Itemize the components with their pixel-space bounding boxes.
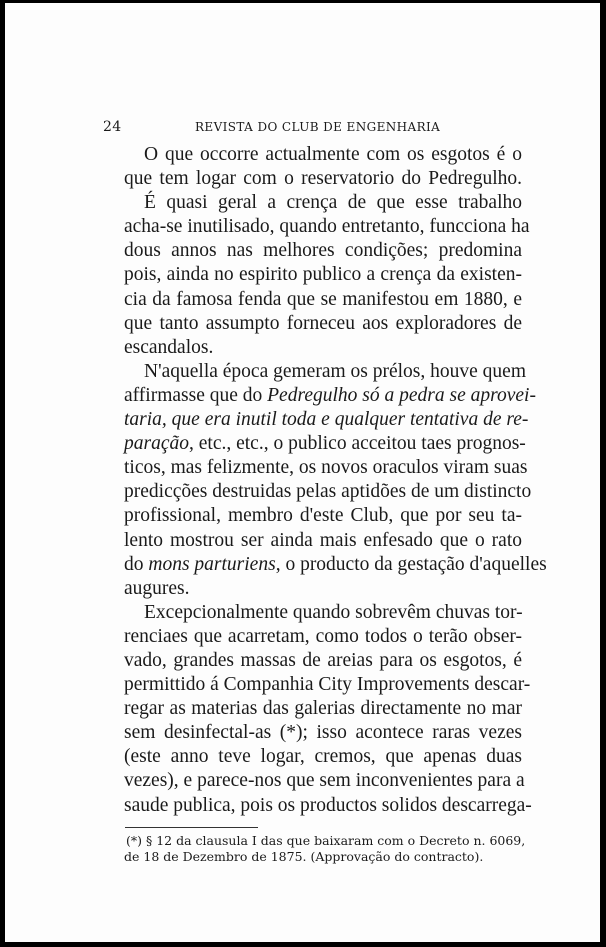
- footnote-line: (*) § 12 da clausula I das que baixaram com o Decreto n. 6069,: [126, 833, 526, 848]
- body-line: O que occorre actualmente com os esgotos é o: [144, 144, 522, 165]
- body-text: [124, 143, 547, 818]
- body-line: sem desinfectal-as (*); isso acontece raras vezes: [124, 722, 522, 744]
- footnote: [124, 833, 526, 864]
- body-line: augures.: [124, 577, 190, 599]
- body-line: N'aquella época gemeram os prélos, houve quem: [144, 360, 527, 382]
- footnote-rule: [125, 827, 258, 828]
- body-line: escandalos.: [124, 336, 214, 358]
- body-line: affirmasse que do Pedregulho só a pedra se aprovei-: [124, 384, 536, 406]
- body-line: renciaes que acarretam, como todos o terão obser-: [124, 625, 522, 647]
- page-header: [103, 119, 523, 139]
- body-line: lento mostrou ser ainda mais enfesado que o rato: [124, 529, 522, 551]
- page-number: 24: [103, 119, 122, 135]
- body-line: taria, que era inutil toda e qualquer tentativa de re-: [124, 409, 529, 431]
- body-line: vezes), e parece-nos que sem inconvenientes para a: [124, 770, 525, 792]
- body-line: permittido á Companhia City Improvements descar-: [124, 674, 531, 696]
- footnote-line: de 18 de Dezembro de 1875. (Approvação do contracto).: [124, 848, 484, 864]
- body-line: saude publica, pois os productos solidos descarrega-: [124, 794, 532, 816]
- body-line: paração, etc., etc., o publico acceitou taes prognos-: [124, 433, 526, 455]
- body-line: acha-se inutilisado, quando entretanto, funcciona ha: [124, 216, 530, 238]
- body-line: predicções destruidas pelas aptidões de um distincto: [124, 481, 532, 503]
- body-line: que tanto assumpto forneceu aos exploradores de: [124, 312, 522, 334]
- body-line: pois, ainda no espirito publico a crença da existen-: [124, 264, 522, 286]
- body-line: É quasi geral a crença de que esse trabalho: [144, 192, 522, 214]
- body-line: Excepcionalmente quando sobrevêm chuvas tor-: [144, 601, 523, 623]
- body-line: (este anno teve logar, cremos, que apenas duas: [124, 746, 522, 768]
- body-line: regar as materias das galerias directamente no mar: [124, 698, 522, 720]
- body-line: dous annos nas melhores condições; predomina: [124, 240, 522, 262]
- body-line: ticos, mas felizmente, os novos oraculos viram suas: [124, 457, 528, 479]
- body-line: que tem logar com o reservatorio do Pedregulho.: [124, 168, 522, 190]
- body-line: do mons parturiens, o producto da gestação d'aquelles: [124, 553, 547, 575]
- body-line: cia da famosa fenda que se manifestou em 1880, e: [124, 288, 522, 310]
- body-line: vado, grandes massas de areias para os esgotos, é: [124, 649, 522, 671]
- body-line: profissional, membro d'este Club, que por seu ta-: [124, 505, 522, 527]
- running-title: REVISTA DO CLUB DE ENGENHARIA: [195, 120, 441, 134]
